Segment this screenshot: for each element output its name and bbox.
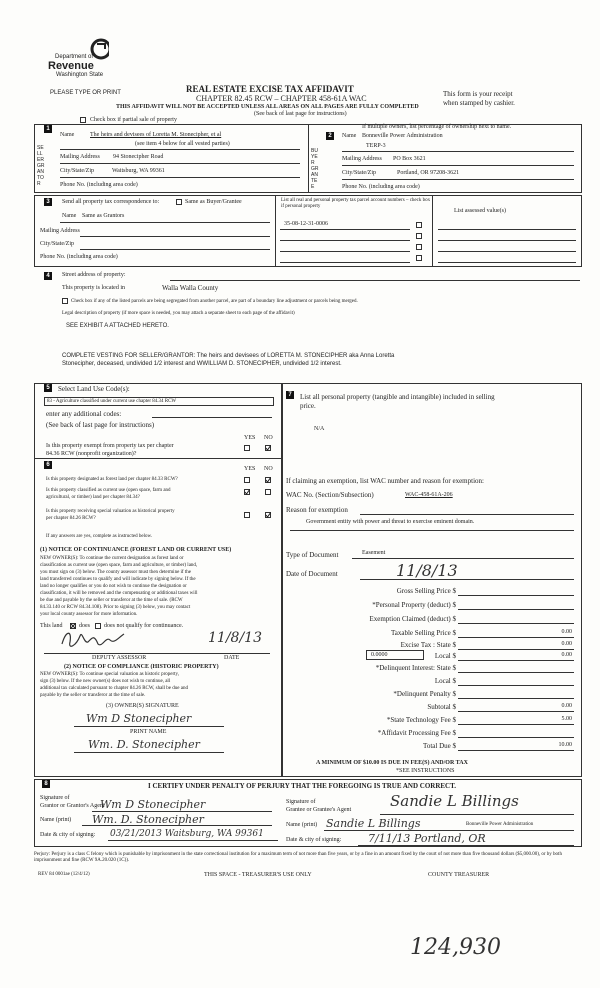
street-address-label: Street address of property:	[62, 272, 126, 278]
section-1-marker: 1	[44, 125, 52, 133]
doc-date-value[interactable]: 11/8/13	[396, 561, 458, 580]
notice2-line: sign (3) below. If the new owner(s) does not wish to continue, all	[40, 679, 171, 684]
seller-name-field[interactable]: The heirs and devisees of Loretta M. Stonecipher, et al	[90, 132, 222, 138]
delinquent-local-label: Local $	[434, 677, 456, 685]
tech-fee-label: *State Technology Fee $	[386, 716, 456, 724]
tech-fee-value[interactable]: 5.00	[561, 716, 572, 722]
parcel-1-field[interactable]: 35-08-12-31-0006	[284, 221, 328, 227]
taxable-price-label: Taxable Selling Price $	[390, 629, 456, 637]
seller-phone-label: Phone No. (including area code)	[60, 182, 138, 188]
wac-label: WAC No. (Section/Subsection)	[286, 491, 374, 499]
delinquent-penalty-label: *Delinquent Penalty $	[393, 690, 456, 698]
current-use-yes-checkbox[interactable]	[244, 489, 250, 495]
minimum-due-note: A MINIMUM OF $10.00 IS DUE IN FEE(S) AND/OR TAX	[316, 760, 468, 766]
see-instructions-note: *SEE INSTRUCTIONS	[396, 768, 455, 774]
excise-state-value[interactable]: 0.00	[561, 641, 572, 647]
gross-price-label: Gross Selling Price $	[396, 587, 456, 595]
additional-codes-label: enter any additional codes:	[46, 410, 122, 418]
does-label: does	[79, 623, 90, 629]
historic-question-1: Is this property receiving special valuation as historical property	[46, 509, 175, 514]
exempt-question-1: Is this property exempt from property tax per chapter	[46, 443, 174, 449]
send-correspondence-label: Send all property tax correspondence to:	[62, 199, 160, 205]
exemption-deduct-label: Exemption Claimed (deduct) $	[369, 615, 456, 623]
check-icon	[244, 489, 250, 495]
located-value[interactable]: Walla Walla County	[162, 284, 219, 292]
exempt-question-2: 84.36 RCW (nonprofit organization)?	[46, 451, 137, 457]
current-use-no-checkbox[interactable]	[265, 489, 271, 495]
same-as-buyer-label: Same as Buyer/Grantee	[185, 199, 242, 205]
grantee-sig-label-2: Grantee or Grantee's Agent	[286, 807, 352, 813]
notice1-line: 84.33.140 or RCW 84.34.108). Prior to signing (3) below, you may contact	[40, 605, 191, 610]
buyer-mailing-field[interactable]: PO Box 3621	[393, 156, 426, 162]
treasurer-space-label: THIS SPACE - TREASURER'S USE ONLY	[204, 872, 312, 878]
seller-side-label: SELLER GRANTOR	[37, 145, 45, 187]
sec3-name-field[interactable]: Same as Grantors	[82, 213, 125, 219]
notice2-title: (2) NOTICE OF COMPLIANCE (HISTORIC PROPERTY)	[64, 664, 219, 670]
vesting-line-1[interactable]: COMPLETE VESTING FOR SELLER/GRANTOR: The heirs and devisees of LORETTA M. STONECIPHER aka Anna Loretta	[62, 353, 395, 359]
wac-value[interactable]: WAC-458-61A-206	[405, 492, 453, 498]
buyer-side-label: BUYER GRANTEE	[311, 148, 319, 190]
sec6-no-header: NO	[264, 466, 273, 472]
seller-city-field[interactable]: Waitsburg, WA 99361	[112, 168, 165, 174]
seller-mailing-field[interactable]: 94 Stonecipher Road	[113, 154, 164, 160]
total-due-value[interactable]: 10.00	[558, 742, 572, 748]
check-icon	[265, 512, 271, 518]
assessed-header: List assessed value(s)	[454, 208, 506, 214]
receipt-line2: when stamped by cashier.	[443, 99, 515, 107]
buyer-mailing-label: Mailing Address	[342, 156, 382, 162]
buyer-name-field[interactable]: Bonneville Power Administration	[362, 133, 443, 139]
parcel-2-personal-checkbox[interactable]	[416, 233, 422, 239]
form-revision: REV 84 0001ae (12/4/12)	[38, 872, 90, 877]
grantee-signature[interactable]: Sandie L Billings	[390, 792, 519, 810]
grantor-date-value[interactable]: 03/21/2013 Waitsburg, WA 99361	[110, 829, 264, 839]
personal-deduct-label: *Personal Property (deduct) $	[372, 601, 456, 609]
grantee-sig-label-1: Signature of	[286, 799, 316, 805]
taxable-price-value[interactable]: 0.00	[561, 629, 572, 635]
grantor-name-value[interactable]: Wm. D. Stonecipher	[92, 813, 204, 826]
section-2-marker: 2	[326, 132, 334, 140]
sec3-mailing-label: Mailing Address	[40, 228, 80, 234]
delinquent-interest-label: *Delinquent Interest: State $	[375, 664, 456, 672]
deputy-assessor-label: DEPUTY ASSESSOR	[92, 655, 147, 661]
notice1-line: classification as current use (open space, farm and agriculture, or timber) land,	[40, 563, 198, 568]
local-rate-input[interactable]: 0.0000	[366, 650, 424, 660]
buyer-name-field-2[interactable]: TERP-3	[366, 143, 386, 149]
historic-question-2: per chapter 84.26 RCW?	[46, 516, 96, 521]
dept-line1: Department of	[55, 54, 94, 60]
type-or-print: PLEASE TYPE OR PRINT	[50, 90, 121, 96]
notice1-line: you must sign on (3) below. The county assessor must then determine if the	[40, 570, 191, 575]
notice1-line: classification, it will be removed and the compensating or additional taxes will	[40, 591, 198, 596]
form-title: REAL ESTATE EXCISE TAX AFFIDAVIT	[186, 84, 354, 94]
grantee-name-value[interactable]: Sandie L Billings	[326, 817, 421, 830]
sec5-see-back: (See back of last page for instructions)	[46, 421, 155, 429]
if-yes-note: If any answers are yes, complete as instructed below.	[46, 534, 153, 539]
section-7-marker: 7	[286, 391, 294, 399]
grantee-date-label: Date & city of signing:	[286, 837, 342, 843]
section-3-marker: 3	[44, 198, 52, 206]
notice1-line: land no longer qualifies or you do not wish to continue the designation or	[40, 584, 187, 589]
grantee-date-value[interactable]: 7/11/13 Portland, OR	[368, 832, 486, 845]
certify-statement: I CERTIFY UNDER PENALTY OF PERJURY THAT THE FOREGOING IS TRUE AND CORRECT.	[148, 782, 457, 790]
parcel-header: List all real and personal property tax parcel account numbers – check box if personal property	[281, 198, 431, 209]
forest-yes-checkbox[interactable]	[244, 477, 250, 483]
notice2-line: payable by the seller or transferor at the time of sale.	[40, 693, 146, 698]
owner-signature[interactable]: Wm D Stonecipher	[86, 712, 192, 725]
form-warning: THIS AFFIDAVIT WILL NOT BE ACCEPTED UNLESS ALL AREAS ON ALL PAGES ARE FULLY COMPLETED	[116, 104, 419, 110]
notice2-line: additional tax calculated pursuant to chapter 84.26 RCW, shall be due and	[40, 686, 188, 691]
buyer-city-label: City/State/Zip	[342, 170, 376, 176]
seller-mailing-label: Mailing Address	[60, 154, 100, 160]
segregated-checkbox[interactable]	[62, 298, 68, 304]
section-6-marker: 6	[44, 461, 52, 469]
section-5-marker: 5	[44, 384, 52, 392]
reason-label: Reason for exemption	[286, 506, 348, 514]
doc-type-value[interactable]: Easement	[362, 550, 386, 556]
owner-signature-label: (3) OWNER(S) SIGNATURE	[106, 703, 179, 709]
notice1-line: be due and payable by the seller or transferor at the time of sale. (RCW	[40, 598, 183, 603]
same-as-buyer-checkbox[interactable]	[176, 199, 182, 205]
sec3-city-label: City/State/Zip	[40, 241, 74, 247]
multiple-owners-note: If multiple owners, list percentage of ownership next to name.	[362, 124, 512, 130]
notice2-line: NEW OWNER(S): To continue special valuation as historic property,	[40, 672, 179, 677]
check-icon	[265, 445, 271, 451]
historic-yes-checkbox[interactable]	[244, 512, 250, 518]
notice1-line: NEW OWNER(S): To continue the current designation as forest land or	[40, 556, 184, 561]
seller-name-label: Name	[60, 132, 75, 138]
parcel-4-personal-checkbox[interactable]	[416, 255, 422, 261]
current-use-question-1: Is this property classified as current use (open space, farm and	[46, 488, 171, 493]
perjury-statement: Perjury: Perjury is a class C felony which is punishable by imprisonment in the state correctional institution for a maximum term of not more than five years, or by a fine in an amount fixed by the court of not more than five thousand dollars ($5,000.00), or by both imprisonment and fine (RCW 9A.20.020 (1C)).	[34, 852, 562, 863]
parcel-1-personal-checkbox[interactable]	[416, 222, 422, 228]
partial-sale-checkbox[interactable]	[80, 117, 86, 123]
personal-property-value[interactable]: N/A	[314, 426, 325, 432]
section-4-marker: 4	[44, 272, 52, 280]
notice1-title: (1) NOTICE OF CONTINUANCE (FOREST LAND OR CURRENT USE)	[40, 547, 232, 553]
buyer-phone-label: Phone No. (including area code)	[342, 184, 420, 190]
grantor-signature[interactable]: Wm D Stonecipher	[100, 798, 206, 811]
grantor-date-label: Date & city of signing:	[40, 832, 96, 838]
county-treasurer-label: COUNTY TREASURER	[428, 872, 490, 878]
print-name-value[interactable]: Wm. D. Stonecipher	[88, 738, 200, 751]
local-tax-value[interactable]: 0.00	[561, 652, 572, 658]
this-land-label: This land	[40, 623, 63, 629]
forest-land-question: Is this property designated as forest land per chapter 84.33 RCW?	[46, 477, 178, 482]
print-name-label: PRINT NAME	[130, 729, 167, 735]
land-use-code-select[interactable]: 83 - Agriculture classified under current use chapter 84.34 RCW	[44, 397, 274, 406]
subtotal-value[interactable]: 0.00	[561, 703, 572, 709]
partial-sale-label: Check box if partial sale of property	[90, 117, 177, 123]
sec6-yes-header: YES	[244, 466, 256, 472]
handwritten-number: 124,930	[410, 935, 501, 960]
section-8-marker: 8	[42, 780, 50, 788]
doc-date-label: Date of Document	[286, 570, 338, 578]
vesting-line-2[interactable]: Stonecipher, deceased, undivided 1/2 interest and WWILLIAM D. STONECIPHER, undivided 1/2 interest.	[62, 361, 342, 367]
buyer-city-field[interactable]: Portland, OR 97208-3621	[397, 170, 460, 176]
personal-property-label-1: List all personal property (tangible and intangible) included in selling	[300, 393, 495, 401]
segregated-label: Check box if any of the listed parcels are being segregated from another parcel, are part of a boundary line adjustment or parcels being merged.	[71, 299, 358, 304]
grantor-sig-label-1: Signature of	[40, 795, 70, 801]
local-tax-label: Local $	[434, 652, 456, 660]
excise-state-label: Excise Tax : State $	[400, 641, 456, 649]
personal-property-label-2: price.	[300, 402, 316, 410]
dept-line3: Washington State	[56, 72, 104, 78]
check-icon	[265, 477, 271, 483]
form-chapter: CHAPTER 82.45 RCW – CHAPTER 458-61A WAC	[196, 94, 367, 103]
doc-type-label: Type of Document	[286, 551, 339, 559]
seller-city-label: City/State/Zip	[60, 168, 94, 174]
sec5-no-header: NO	[264, 435, 273, 441]
parcel-3-personal-checkbox[interactable]	[416, 244, 422, 250]
grantee-name-label: Name (print)	[286, 822, 318, 828]
notice1-line: land transferred continues to qualify and will indicate by signing below. If the	[40, 577, 196, 582]
exempt-no-checkbox[interactable]	[265, 445, 271, 451]
receipt-line1: This form is your receipt	[443, 90, 513, 98]
grantor-name-label: Name (print)	[40, 817, 72, 823]
assessor-signature[interactable]	[58, 626, 128, 652]
reason-value[interactable]: Government entity with power and threat to exercise eminent domain.	[306, 519, 475, 525]
exemption-claim-label: If claiming an exemption, list WAC number and reason for exemption:	[286, 477, 484, 485]
sec3-name-label: Name	[62, 213, 77, 219]
exhibit-note[interactable]: SEE EXHIBIT A ATTACHED HERETO.	[66, 323, 169, 329]
historic-no-checkbox[interactable]	[265, 512, 271, 518]
form-see-back: (See back of last page for instructions)	[254, 111, 347, 117]
seller-name-field-2[interactable]: (see item 4 below for all vested parties)	[135, 141, 230, 147]
sec3-phone-label: Phone No. (including area code)	[40, 254, 118, 260]
grantor-sig-label-2: Grantor or Grantor's Agent	[40, 803, 105, 809]
notice1-line: your local county assessor for more information.	[40, 612, 138, 617]
dept-revenue: Revenue	[48, 60, 94, 72]
sec5-yes-header: YES	[244, 435, 256, 441]
grantee-org-value[interactable]: Bonneville Power Administration	[466, 822, 534, 827]
located-label: This property is located in	[62, 285, 125, 291]
exempt-yes-checkbox[interactable]	[244, 445, 250, 451]
assessor-date-value[interactable]: 11/8/13	[208, 630, 262, 646]
subtotal-label: Subtotal $	[427, 703, 456, 711]
land-use-label: Select Land Use Code(s):	[58, 385, 130, 393]
does-not-label: does not qualify for continuance.	[104, 623, 184, 629]
date-label: DATE	[224, 655, 240, 661]
legal-description-label: Legal description of property (if more space is needed, you may attach a separate sheet to each page of the affidavit)	[62, 311, 295, 316]
total-due-label: Total Due $	[423, 742, 456, 750]
affidavit-fee-label: *Affidavit Processing Fee $	[377, 729, 456, 737]
forest-no-checkbox[interactable]	[265, 477, 271, 483]
current-use-question-2: agricultural, or timber) land per chapter 84.34?	[46, 495, 140, 500]
buyer-name-label: Name	[342, 133, 357, 139]
